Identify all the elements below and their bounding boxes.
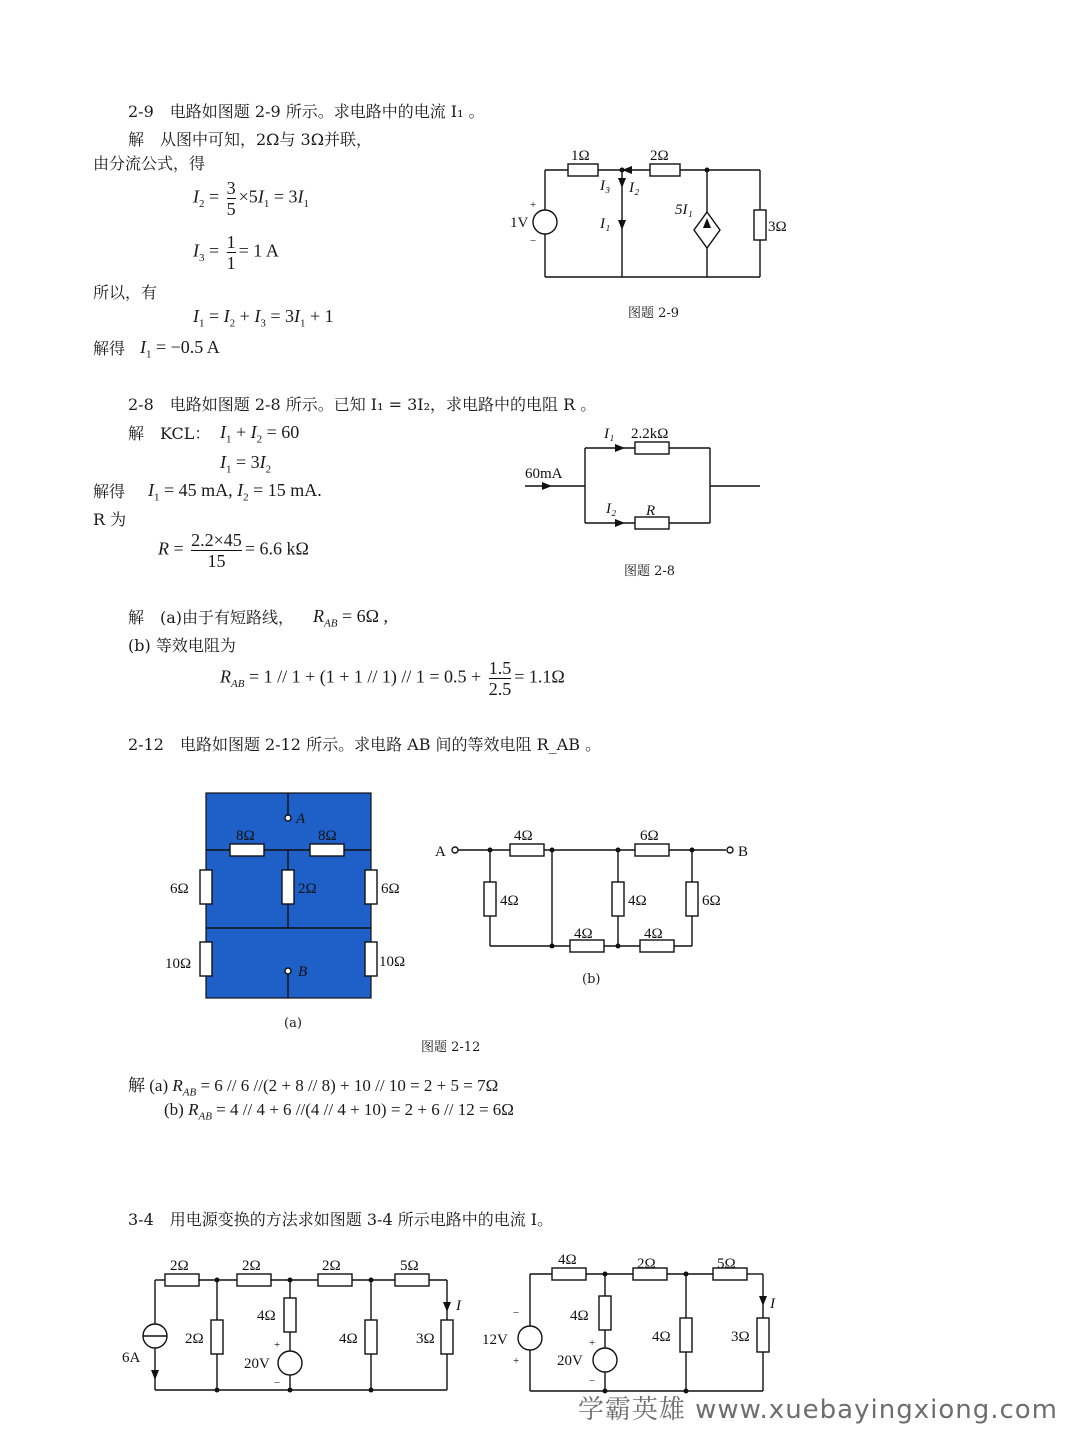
label-2ohm-1: 2Ω — [170, 1258, 189, 1274]
problem-2-11-solution-b: (b) 等效电阻为 — [128, 636, 236, 655]
equation-ratio: $I_1 = 3I_2$ — [220, 452, 272, 476]
label-i2: I₂ — [606, 501, 617, 517]
problem-2-9-solution-intro: 解 从图中可知，2Ω与 3Ω并联， — [128, 130, 372, 149]
label-5i1: 5I₁ — [675, 202, 693, 218]
label-10ohm-left: 10Ω — [165, 956, 192, 972]
label-b: B — [298, 964, 308, 980]
caption-b: (b) — [582, 972, 601, 987]
equation-i2: $I_2$ = $\frac{3}{5}$ $\times 5I_1 = 3I_1$ — [193, 178, 309, 219]
minus-sign: − — [589, 1375, 596, 1387]
label-4ohm-b: 4Ω — [339, 1331, 358, 1347]
label-60ma: 60mA — [525, 466, 563, 482]
circuit-2-9 — [500, 140, 820, 290]
label-6ohm-right: 6Ω — [702, 893, 721, 909]
label-5ohm: 5Ω — [717, 1256, 736, 1272]
equation-solution-a: 解 (a) $R_{AB} = 6 // 6$ //(2 + 8 // 8) + 10 // 10 = 2 + 5 = 7Ω — [128, 1076, 499, 1099]
plus-sign: + — [274, 1339, 281, 1351]
label-4ohm-v: 4Ω — [570, 1308, 589, 1324]
label-20v: 20V — [557, 1353, 583, 1369]
label-4ohm-v: 4Ω — [257, 1308, 276, 1324]
label-1ohm: 1Ω — [571, 148, 590, 164]
label-3ohm: 3Ω — [416, 1331, 435, 1347]
equation-r: R = $\frac{2.2\times 45}{15}$ = 6.6 kΩ — [158, 530, 309, 571]
label-i1: I₁ — [604, 426, 615, 442]
label-6ohm-left: 6Ω — [170, 881, 189, 897]
label-i1: I₁ — [600, 216, 611, 232]
label-2ohm-3: 2Ω — [322, 1258, 341, 1274]
label-4ohm-left: 4Ω — [500, 893, 519, 909]
label-4ohm-middle: 4Ω — [628, 893, 647, 909]
circuit-2-12b — [430, 820, 760, 960]
caption-2-9: 图题 2-9 — [628, 306, 680, 321]
label-node-a: A — [435, 844, 446, 860]
label-10ohm-right: 10Ω — [379, 954, 406, 970]
equation-solution-b: (b) $R_{AB} = 4 // 4 + 6$ //(4 // 4 + 10) = 2 + 6 // 12 = 6Ω — [164, 1100, 514, 1123]
plus-sign: + — [530, 199, 537, 211]
caption-2-12: 图题 2-12 — [421, 1040, 481, 1055]
plus-sign: + — [589, 1337, 596, 1349]
label-4ohm-bottom-1: 4Ω — [574, 926, 593, 942]
equation-i3: $I_3$ = $\frac{1}{1}$ = 1 A — [193, 232, 279, 273]
equation-kcl: $I_1 = I_2 + I_3 = 3I_1 + 1$ — [193, 306, 334, 330]
label-20v: 20V — [244, 1356, 270, 1372]
label-6ohm-top: 6Ω — [640, 828, 659, 844]
problem-2-8-result-label: 解得 — [93, 482, 126, 501]
problem-2-12-title: 2-12 电路如图题 2-12 所示。求电路 AB 间的等效电阻 R_AB 。 — [128, 735, 602, 754]
label-8ohm-right: 8Ω — [318, 828, 337, 844]
label-6a: 6A — [122, 1350, 141, 1366]
equation-rab-a: $R_{AB} = 6\Omega$ , — [313, 606, 388, 630]
equation-currents: $I_1 = 45$ mA, $I_2 = 15$ mA. — [148, 480, 322, 504]
label-2-2kohm: 2.2kΩ — [631, 426, 669, 442]
circuit-2-8 — [520, 420, 770, 540]
label-4ohm-bottom-2: 4Ω — [644, 926, 663, 942]
problem-2-9-line: 由分流公式，得 — [93, 154, 206, 173]
equation-rab-b: $R_{AB} = 1 // 1 + (1 + 1 // 1) // 1 = 0.5$ + $\frac{1.5}{2.5}$ = 1.1Ω — [220, 658, 565, 699]
label-r: R — [646, 503, 656, 519]
watermark: 学霸英雄 www.xuebayingxiong.com — [577, 1395, 1058, 1425]
label-2ohm-1: 2Ω — [637, 1256, 656, 1272]
minus-sign: − — [513, 1307, 520, 1319]
label-12v: 12V — [482, 1332, 508, 1348]
label-2ohm: 2Ω — [298, 881, 317, 897]
minus-sign: − — [274, 1377, 281, 1389]
label-1v: 1V — [510, 215, 529, 231]
minus-sign: − — [530, 235, 537, 247]
equation-result: $I_1 = -0.5$ A — [140, 337, 220, 361]
label-4ohm-top: 4Ω — [514, 828, 533, 844]
label-3ohm: 3Ω — [731, 1329, 750, 1345]
problem-2-9-title: 2-9 电路如图题 2-9 所示。求电路中的电流 I₁ 。 — [128, 102, 485, 121]
problem-2-8-title: 2-8 电路如图题 2-8 所示。已知 I₁ = 3I₂，求电路中的电阻 R 。 — [128, 395, 597, 414]
label-5ohm: 5Ω — [400, 1258, 419, 1274]
label-4ohm-b: 4Ω — [652, 1329, 671, 1345]
circuit-3-4-left — [110, 1250, 480, 1410]
label-current-i: I — [456, 1298, 461, 1314]
caption-a: (a) — [284, 1016, 302, 1031]
label-a: A — [296, 811, 306, 827]
caption-2-8: 图题 2-8 — [624, 564, 676, 579]
problem-3-4-title: 3-4 用电源变换的方法求如图题 3-4 所示电路中的电流 I。 — [128, 1210, 554, 1229]
label-2ohm-v: 2Ω — [185, 1331, 204, 1347]
label-2ohm: 2Ω — [650, 148, 669, 164]
label-3ohm: 3Ω — [768, 219, 787, 235]
label-6ohm-right: 6Ω — [381, 881, 400, 897]
label-8ohm-left: 8Ω — [236, 828, 255, 844]
label-current-i: I — [770, 1296, 775, 1312]
label-i3: I₃ — [600, 178, 611, 194]
label-2ohm-2: 2Ω — [242, 1258, 261, 1274]
circuit-2-12a — [160, 790, 406, 1002]
problem-2-9-line: 所以，有 — [93, 283, 158, 302]
plus-sign: + — [513, 1355, 520, 1367]
label-i2: I₂ — [629, 180, 640, 196]
circuit-3-4-right — [480, 1248, 800, 1408]
label-node-b: B — [738, 844, 749, 860]
label-4ohm-1: 4Ω — [558, 1252, 577, 1268]
problem-2-11-solution-a: 解 (a)由于有短路线， — [128, 608, 295, 627]
problem-2-9-result-label: 解得 — [93, 339, 126, 358]
problem-2-8-line: R 为 — [93, 510, 127, 529]
problem-2-8-solution-intro: 解 KCL： — [128, 424, 211, 443]
equation-kcl-28: $I_1 + I_2 = 60$ — [220, 422, 300, 446]
